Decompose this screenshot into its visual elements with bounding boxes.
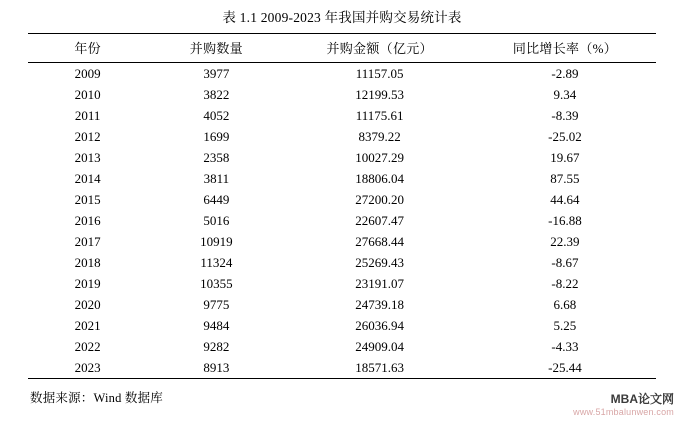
cell-amount: 27200.20 xyxy=(355,191,405,207)
cell-year: 2019 xyxy=(74,275,101,291)
cell-amount: 18571.63 xyxy=(355,359,405,375)
table-title: 表 1.1 2009-2023 年我国并购交易统计表 xyxy=(222,10,462,25)
table-source-note: 数据来源：Wind 数据库 xyxy=(30,391,163,405)
cell-amount: 26036.94 xyxy=(355,317,405,333)
cell-amount: 8379.22 xyxy=(358,128,401,144)
cell-growth: 87.55 xyxy=(550,170,580,186)
cell-growth: -2.89 xyxy=(551,65,579,81)
cell-year: 2021 xyxy=(74,317,101,333)
cell-count: 8913 xyxy=(203,359,230,375)
cell-amount: 11157.05 xyxy=(355,65,404,81)
cell-year: 2020 xyxy=(74,296,101,312)
cell-count: 3977 xyxy=(203,65,230,81)
table-row xyxy=(28,105,656,126)
table-row xyxy=(28,210,656,231)
column-header-year: 年份 xyxy=(74,41,101,56)
table-row xyxy=(28,294,656,315)
table-row xyxy=(28,273,656,294)
cell-count: 3822 xyxy=(203,86,230,102)
cell-growth: -16.88 xyxy=(548,212,582,228)
watermark xyxy=(573,393,674,417)
cell-count: 3811 xyxy=(203,170,230,186)
cell-year: 2010 xyxy=(74,86,101,102)
table-header-row xyxy=(28,34,656,63)
cell-amount: 10027.29 xyxy=(355,149,405,165)
column-header-count: 并购数量 xyxy=(189,41,243,56)
cell-amount: 22607.47 xyxy=(355,212,405,228)
cell-count: 9282 xyxy=(203,338,230,354)
cell-count: 1699 xyxy=(203,128,230,144)
merger-statistics-table xyxy=(28,33,656,379)
cell-year: 2023 xyxy=(74,359,101,375)
cell-amount: 25269.43 xyxy=(355,254,405,270)
cell-year: 2015 xyxy=(74,191,101,207)
cell-year: 2012 xyxy=(74,128,101,144)
table-body xyxy=(28,63,656,379)
cell-year: 2009 xyxy=(74,65,101,81)
cell-amount: 12199.53 xyxy=(355,86,405,102)
cell-year: 2014 xyxy=(74,170,101,186)
cell-growth: 9.34 xyxy=(553,86,577,102)
watermark-main-text: MBA论文网 xyxy=(610,391,674,406)
cell-count: 9775 xyxy=(203,296,230,312)
cell-count: 10355 xyxy=(200,275,233,291)
cell-count: 11324 xyxy=(200,254,233,270)
table-row xyxy=(28,126,656,147)
cell-growth: 44.64 xyxy=(550,191,580,207)
cell-growth: -25.02 xyxy=(548,128,582,144)
cell-growth: -8.39 xyxy=(551,107,579,123)
cell-growth: 19.67 xyxy=(550,149,580,165)
table-row xyxy=(28,168,656,189)
column-header-growth: 同比增长率（%） xyxy=(512,41,618,56)
cell-year: 2017 xyxy=(74,233,101,249)
cell-count: 2358 xyxy=(203,149,230,165)
cell-growth: 6.68 xyxy=(553,296,577,312)
table-row xyxy=(28,84,656,105)
table-header xyxy=(28,34,656,63)
cell-year: 2011 xyxy=(74,107,101,123)
table-row xyxy=(28,336,656,357)
table-row xyxy=(28,231,656,252)
cell-count: 4052 xyxy=(203,107,230,123)
table-row xyxy=(28,63,656,85)
table-row xyxy=(28,315,656,336)
table-row xyxy=(28,357,656,379)
table-row xyxy=(28,189,656,210)
cell-growth: -4.33 xyxy=(551,338,579,354)
cell-growth: -8.67 xyxy=(551,254,579,270)
cell-growth: 22.39 xyxy=(550,233,580,249)
watermark-url-text: www.51mbalunwen.com xyxy=(573,406,674,417)
cell-count: 5016 xyxy=(203,212,230,228)
cell-amount: 18806.04 xyxy=(355,170,405,186)
cell-growth: -25.44 xyxy=(548,359,582,375)
cell-growth: -8.22 xyxy=(551,275,579,291)
cell-amount: 11175.61 xyxy=(355,107,404,123)
table-row xyxy=(28,252,656,273)
cell-year: 2016 xyxy=(74,212,101,228)
cell-growth: 5.25 xyxy=(553,317,577,333)
cell-amount: 23191.07 xyxy=(355,275,405,291)
cell-amount: 24739.18 xyxy=(355,296,405,312)
cell-year: 2013 xyxy=(74,149,101,165)
cell-count: 6449 xyxy=(203,191,230,207)
cell-amount: 27668.44 xyxy=(355,233,405,249)
cell-year: 2022 xyxy=(74,338,101,354)
cell-amount: 24909.04 xyxy=(355,338,405,354)
table-row xyxy=(28,147,656,168)
cell-year: 2018 xyxy=(74,254,101,270)
column-header-amount: 并购金额（亿元） xyxy=(326,41,433,56)
cell-count: 10919 xyxy=(200,233,233,249)
cell-count: 9484 xyxy=(203,317,230,333)
